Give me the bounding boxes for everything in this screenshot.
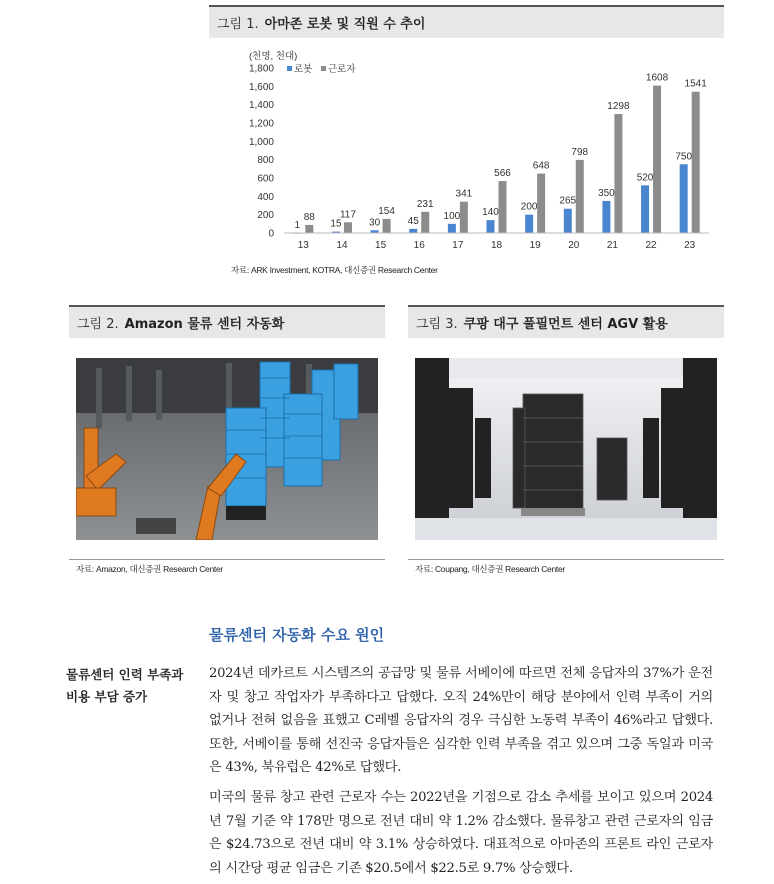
x-tick-label: 19 <box>529 240 541 251</box>
figure3-header <box>408 305 724 338</box>
bar-robot <box>680 164 688 233</box>
data-label-worker: 648 <box>532 160 550 172</box>
data-label-robot: 45 <box>407 215 419 227</box>
x-tick-label: 16 <box>413 240 425 251</box>
figure2-divider <box>69 559 385 560</box>
x-tick-label: 23 <box>684 240 696 251</box>
data-label-worker: 231 <box>416 198 434 210</box>
bar-worker <box>653 86 661 233</box>
y-tick-label: 1,200 <box>248 118 274 130</box>
side-heading-line1: 물류센터 인력 부족과 <box>66 667 184 682</box>
bar-worker <box>460 202 468 233</box>
paragraph-2: 미국의 물류 창고 관련 근로자 수는 2022년을 기점으로 감소 추세를 보이고 있으며 2024년 7월 기준 약 178만 명으로 전년 대비 약 1.2% 감소했다. 물류창고 관련 근로자의 임금은 $24.73으로 전년 대비 약 3.1% 상승하였다. 대표적으로 아마존의 프론트 라인 근로자의 시간당 평균 임금은 기존 $20.5에서 $22.5로 9.7% 상승했다. <box>209 790 713 876</box>
x-tick-label: 22 <box>645 240 657 251</box>
x-tick-label: 15 <box>375 240 387 251</box>
data-label-robot: 750 <box>675 151 693 163</box>
bar-worker <box>692 92 700 233</box>
figure3-divider <box>408 559 724 560</box>
figure3-source: 자료: Coupang, 대신증권 Research Center <box>415 564 565 574</box>
data-label-robot: 30 <box>369 217 381 229</box>
data-label-robot: 100 <box>443 210 461 222</box>
bar-robot <box>448 224 456 233</box>
legend-label-robot: 로봇 <box>294 64 313 75</box>
bar-worker <box>383 219 391 233</box>
data-label-worker: 88 <box>303 211 315 223</box>
data-label-worker: 798 <box>571 146 589 158</box>
data-label-robot: 520 <box>636 172 654 184</box>
bar-worker <box>421 212 429 233</box>
chart-unit-label: (천명, 천대) <box>249 51 298 62</box>
y-tick-label: 1,400 <box>248 100 274 112</box>
legend-label-worker: 근로자 <box>328 64 356 75</box>
data-label-worker: 1608 <box>645 72 669 84</box>
legend-swatch-worker <box>321 66 326 71</box>
y-tick-label: 600 <box>257 173 274 185</box>
y-tick-label: 800 <box>257 155 274 167</box>
figure2-source: 자료: Amazon, 대신증권 Research Center <box>76 564 223 574</box>
x-tick-label: 17 <box>452 240 464 251</box>
x-tick-label: 14 <box>336 240 348 251</box>
bar-worker <box>344 222 352 233</box>
bar-worker <box>576 160 584 233</box>
y-tick-label: 1,000 <box>248 136 274 148</box>
figure1-header <box>209 5 724 38</box>
figure1-title: 아마존 로봇 및 직원 수 추이 <box>264 17 426 32</box>
robot-worker-bar-chart <box>209 44 724 256</box>
bar-worker <box>537 174 545 233</box>
bar-worker <box>499 181 507 233</box>
y-tick-label: 200 <box>257 210 274 222</box>
data-label-robot: 200 <box>520 201 538 213</box>
data-label-robot: 15 <box>330 218 342 230</box>
bar-robot <box>525 215 533 233</box>
data-label-robot: 265 <box>559 195 577 207</box>
bar-worker <box>305 225 313 233</box>
figure1-source: 자료: ARK Investment, KOTRA, 대신증권 Research Center <box>231 265 438 275</box>
bar-worker <box>614 114 622 233</box>
legend-swatch-robot <box>287 66 292 71</box>
bar-robot <box>602 201 610 233</box>
x-tick-label: 21 <box>606 240 618 251</box>
x-tick-label: 18 <box>490 240 503 251</box>
figure3-title: 쿠팡 대구 풀필먼트 센터 AGV 활용 <box>463 317 668 332</box>
data-label-robot: 1 <box>294 219 301 231</box>
bar-robot <box>487 220 495 233</box>
paragraph-1: 2024년 데카르트 시스템즈의 공급망 및 물류 서베이에 따르면 전체 응답자의 37%가 운전자 및 창고 작업자가 부족하다고 답했다. 오직 24%만이 해당 분야에서 인력 부족이 거의 없거나 전혀 없음을 표했고 C레벨 응답자의 경우 극심한 노동력 부족이 46%라고 답했다. 또한, 서베이를 통해 선진국 응답자들은 심각한 인력 부족을 겪고 있으며 그중 독일과 미국은 43%, 북유럽은 42%로 답했다. <box>209 666 713 776</box>
data-label-worker: 117 <box>339 209 356 221</box>
coupang-agv-photo <box>415 358 717 540</box>
figure3-number: 그림 3. <box>416 317 458 332</box>
figure2-title: Amazon 물류 센터 자동화 <box>124 317 285 332</box>
x-tick-label: 20 <box>568 240 580 251</box>
figure2-number: 그림 2. <box>77 317 119 332</box>
bar-robot <box>641 185 649 233</box>
y-tick-label: 400 <box>257 191 274 203</box>
data-label-worker: 1298 <box>607 101 630 113</box>
bar-robot <box>409 229 417 233</box>
bar-robot <box>564 209 572 233</box>
data-label-robot: 140 <box>482 207 499 219</box>
y-tick-label: 1,600 <box>248 81 274 93</box>
y-tick-label: 1,800 <box>248 63 274 75</box>
amazon-warehouse-photo <box>76 358 378 540</box>
figure1-number: 그림 1. <box>217 17 259 32</box>
side-heading-line2: 비용 부담 증가 <box>66 689 148 704</box>
x-tick-label: 13 <box>297 240 309 251</box>
data-label-worker: 154 <box>378 205 395 217</box>
side-heading <box>66 664 196 708</box>
data-label-worker: 566 <box>494 168 511 180</box>
data-label-worker: 1541 <box>684 78 707 90</box>
section-title: 물류센터 자동화 수요 원인 <box>209 626 385 644</box>
y-tick-label: 0 <box>268 228 274 240</box>
data-label-worker: 341 <box>455 188 473 200</box>
data-label-robot: 350 <box>598 187 615 199</box>
figure2-header <box>69 305 385 338</box>
